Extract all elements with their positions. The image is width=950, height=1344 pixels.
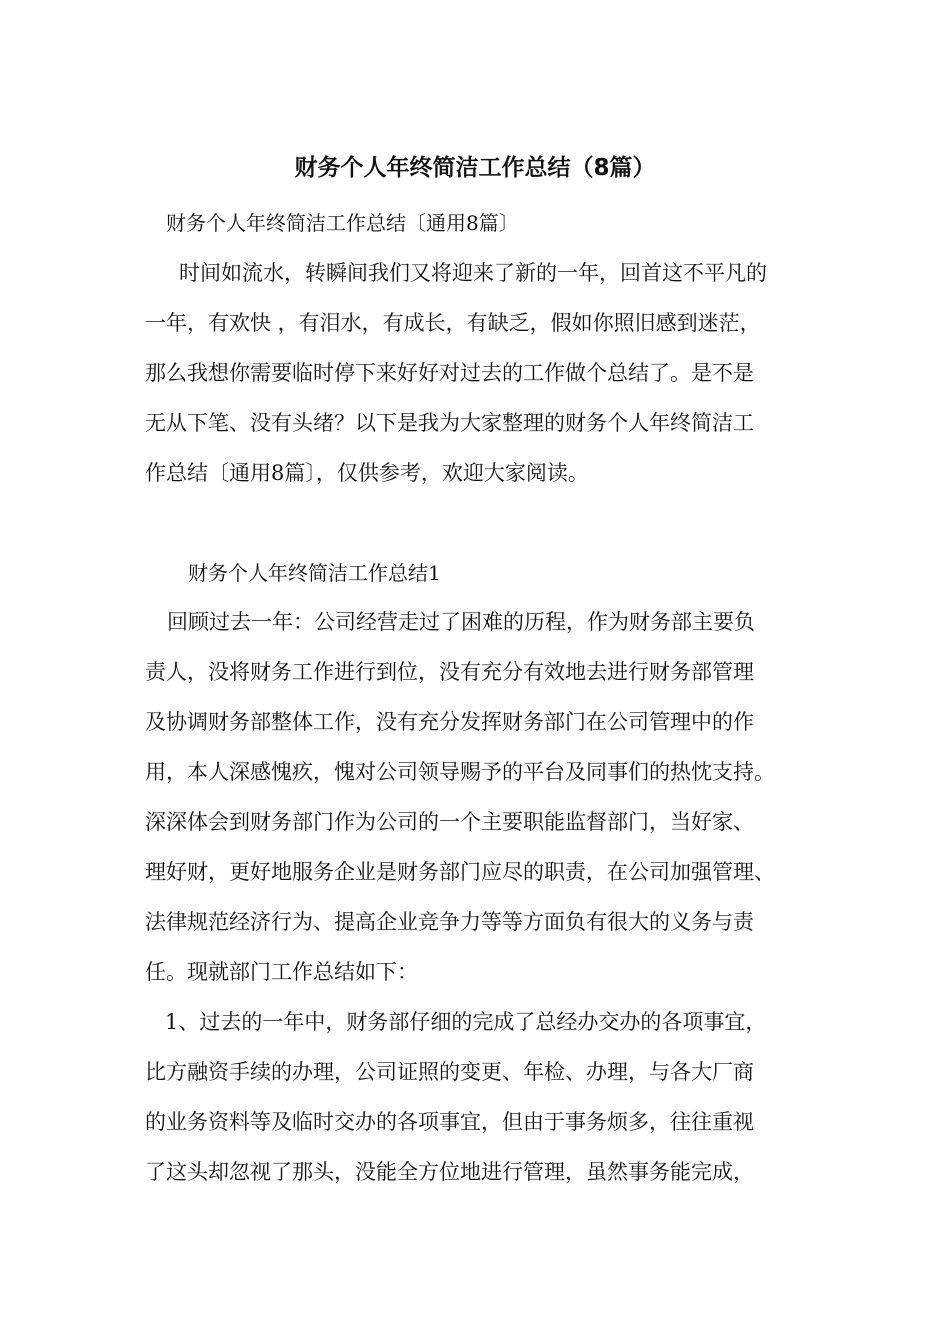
section-line: 责人，没将财务工作进行到位，没有充分有效地去进行财务部管理 bbox=[145, 660, 754, 684]
item-line: 的业务资料等及临时交办的各项事宜，但由于事务烦多，往往重视 bbox=[145, 1110, 754, 1134]
section-line: 及协调财务部整体工作，没有充分发挥财务部门在公司管理中的作 bbox=[145, 710, 754, 734]
intro-line: 那么我想你需要临时停下来好好对过去的工作做个总结了。是不是 bbox=[145, 361, 754, 385]
section-line: 理好财，更好地服务企业是财务部门应尽的职责，在公司加强管理、 bbox=[145, 860, 775, 884]
section-line: 回顾过去一年：公司经营走过了困难的历程，作为财务部主要负 bbox=[167, 610, 755, 634]
item-line: 比方融资手续的办理，公司证照的变更、年检、办理，与各大厂商 bbox=[145, 1060, 754, 1084]
section-paragraph bbox=[145, 597, 817, 997]
intro-line: 时间如流水，转瞬间我们又将迎来了新的一年，回首这不平凡的 bbox=[179, 261, 767, 285]
intro-paragraph bbox=[145, 248, 817, 498]
intro-line: 一年，有欢快 ，有泪水，有成长，有缺乏，假如你照旧感到迷茫， bbox=[145, 311, 761, 335]
section-line: 任。现就部门工作总结如下： bbox=[145, 960, 418, 984]
item-1-paragraph bbox=[145, 997, 817, 1197]
section-line: 法律规范经济行为、提高企业竞争力等等方面负有很大的义务与责 bbox=[145, 910, 754, 934]
section-heading: 财务个人年终简洁工作总结1 bbox=[188, 561, 441, 585]
section-line: 用，本人深感愧疚，愧对公司领导赐予的平台及同事们的热忱支持。 bbox=[145, 760, 775, 784]
document-title: 财务个人年终简洁工作总结（8篇） bbox=[294, 155, 656, 181]
document-subtitle: 财务个人年终简洁工作总结〔通用8篇〕 bbox=[166, 211, 519, 235]
item-line: 1、过去的一年中，财务部仔细的完成了总经办交办的各项事宜， bbox=[165, 1010, 767, 1034]
intro-line: 无从下笔、没有头绪？以下是我为大家整理的财务个人年终简洁工 bbox=[145, 411, 754, 435]
intro-line: 作总结〔通用8篇〕，仅供参考，欢迎大家阅读。 bbox=[145, 461, 589, 485]
section-line: 深深体会到财务部门作为公司的一个主要职能监督部门，当好家、 bbox=[145, 810, 754, 834]
item-line: 了这头却忽视了那头，没能全方位地进行管理，虽然事务能完成， bbox=[145, 1160, 754, 1184]
